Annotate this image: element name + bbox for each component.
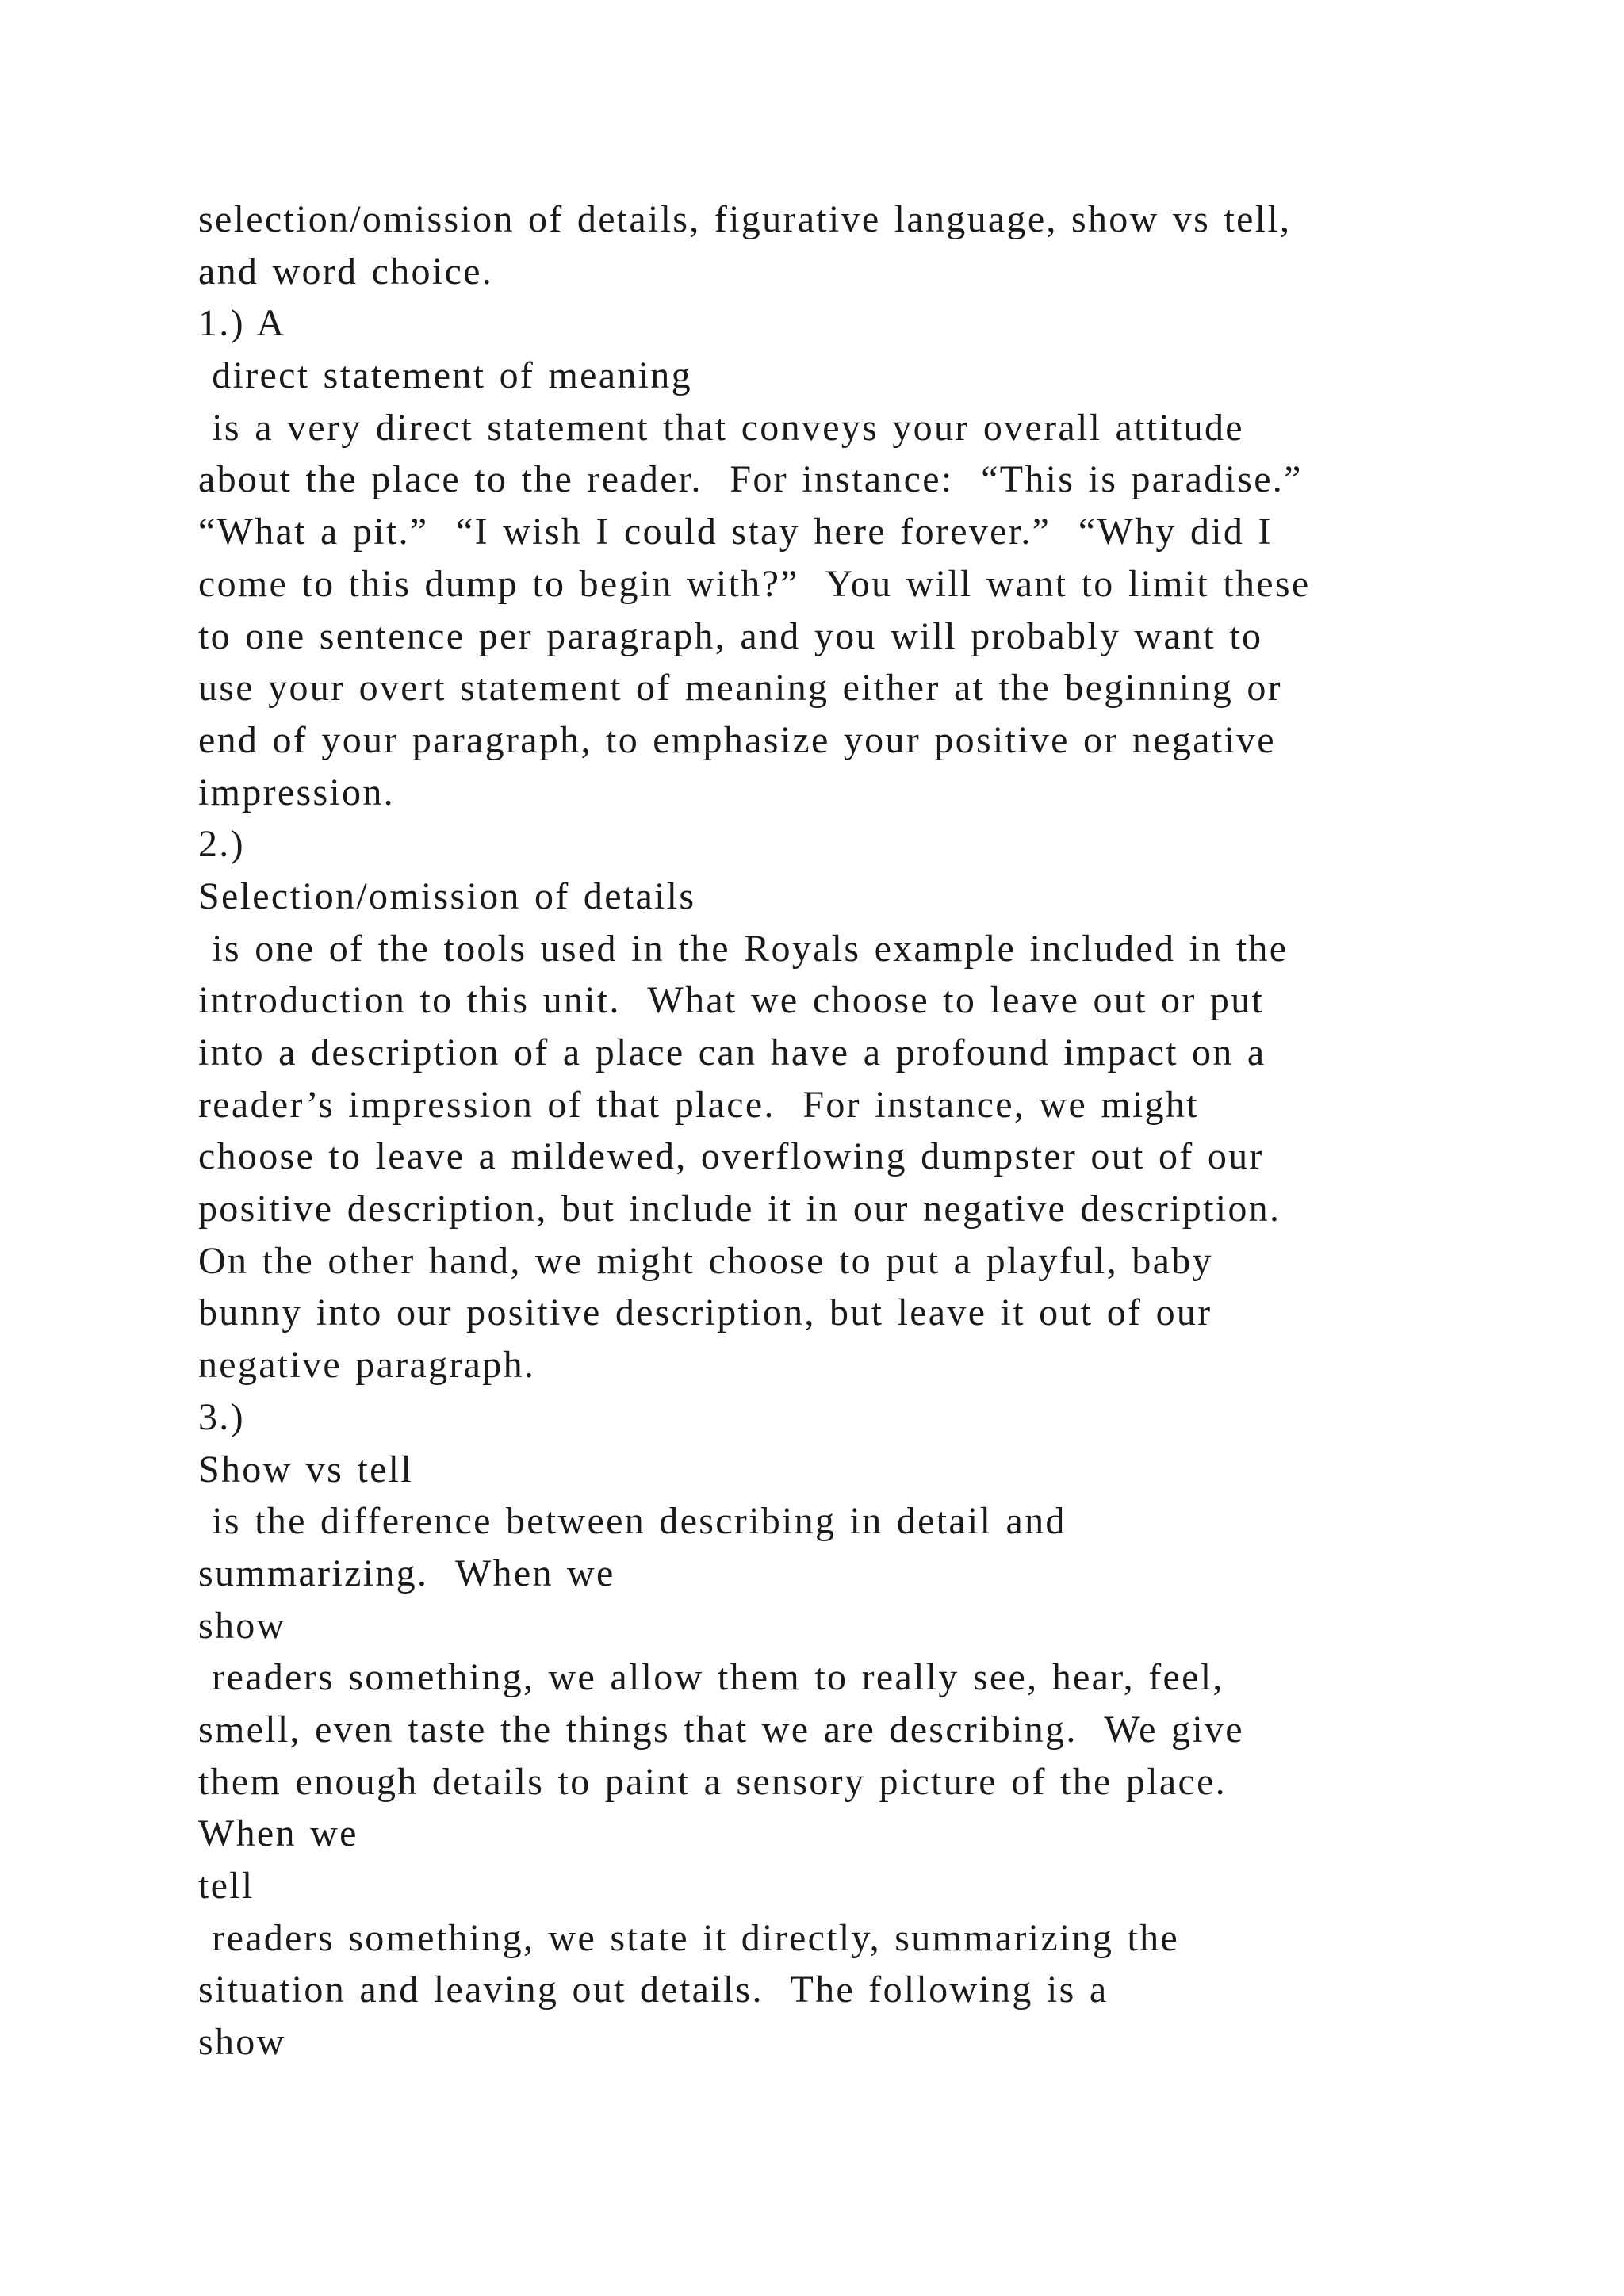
- text-line: smell, even taste the things that we are describing. We give: [198, 1708, 1244, 1751]
- text-line: reader’s impression of that place. For instance, we might: [198, 1083, 1199, 1126]
- text-line: use your overt statement of meaning either at the beginning or: [198, 667, 1282, 710]
- text-line: end of your paragraph, to emphasize your positive or negative: [198, 718, 1276, 761]
- text-line: introduction to this unit. What we choose to leave out or put: [198, 979, 1265, 1022]
- text-line: is one of the tools used in the Royals example included in the: [198, 927, 1289, 970]
- text-line: into a description of a place can have a profound impact on a: [198, 1031, 1266, 1073]
- term-word: tell: [198, 1865, 255, 1907]
- text-line: them enough details to paint a sensory picture of the place.: [198, 1760, 1227, 1803]
- text-line: to one sentence per paragraph, and you will probably want to: [198, 614, 1263, 657]
- text-line: “What a pit.” “I wish I could stay here forever.” “Why did I: [198, 511, 1273, 553]
- text-line: situation and leaving out details. The following is a: [198, 1969, 1109, 2011]
- text-line: about the place to the reader. For instance: “This is paradise.”: [198, 458, 1303, 501]
- text-line: choose to leave a mildewed, overflowing dumpster out of our: [198, 1135, 1264, 1178]
- term-heading: Show vs tell: [198, 1448, 413, 1490]
- text-line: positive description, but include it in our negative description.: [198, 1188, 1281, 1230]
- list-number: 3.): [198, 1395, 245, 1438]
- text-line: negative paragraph.: [198, 1344, 536, 1387]
- text-line: When we: [198, 1812, 358, 1855]
- text-line: selection/omission of details, figurative language, show vs tell,: [198, 198, 1292, 240]
- term-heading: direct statement of meaning: [198, 354, 692, 397]
- list-number: 1.) A: [198, 302, 286, 345]
- term-word: show: [198, 2021, 286, 2064]
- text-line: impression.: [198, 771, 395, 813]
- list-number: 2.): [198, 823, 245, 866]
- text-line: come to this dump to begin with?” You will want to limit these: [198, 562, 1311, 605]
- term-word: show: [198, 1604, 286, 1647]
- text-line: is the difference between describing in detail and: [198, 1500, 1067, 1543]
- text-line: bunny into our positive description, but leave it out of our: [198, 1292, 1212, 1334]
- text-line: readers something, we state it directly, summarizing the: [198, 1916, 1179, 1959]
- text-line: summarizing. When we: [198, 1552, 615, 1594]
- document-body: [198, 193, 1546, 2068]
- term-heading: Selection/omission of details: [198, 874, 696, 917]
- text-line: and word choice.: [198, 250, 494, 293]
- text-line: is a very direct statement that conveys your overall attitude: [198, 406, 1244, 449]
- text-line: readers something, we allow them to really see, hear, feel,: [198, 1656, 1224, 1699]
- text-line: On the other hand, we might choose to put a playful, baby: [198, 1239, 1213, 1282]
